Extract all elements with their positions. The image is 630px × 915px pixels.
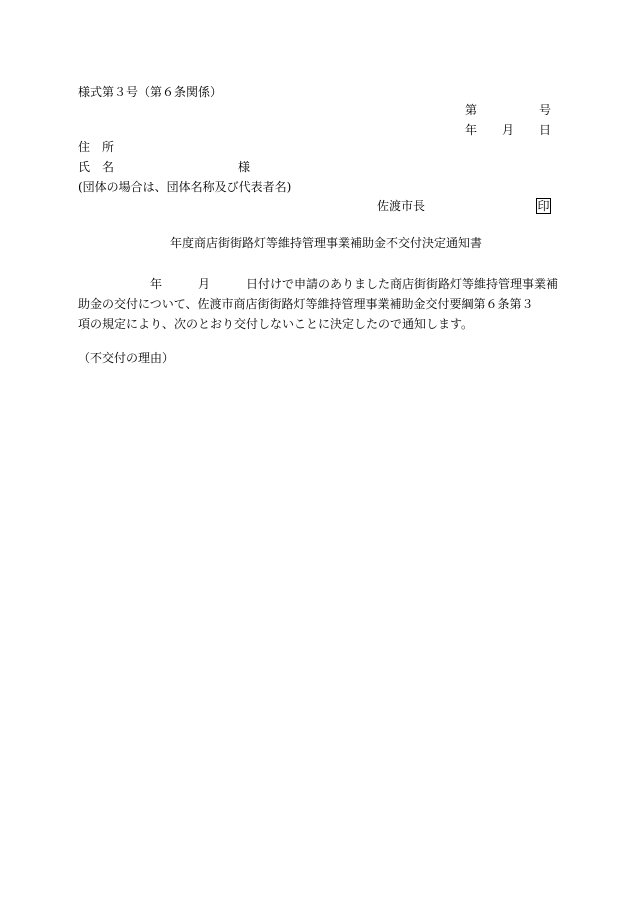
document-number-suffix: 号 bbox=[539, 103, 552, 117]
date-month-label: 月 bbox=[502, 123, 515, 137]
group-note: (団体の場合は、団体名称及び代表者名) bbox=[78, 180, 292, 194]
date-year-label: 年 bbox=[465, 123, 478, 137]
body-text bbox=[78, 274, 559, 334]
document-title: 年度商店街街路灯等維持管理事業補助金不交付決定通知書 bbox=[170, 236, 483, 250]
date-day-label: 日 bbox=[539, 123, 552, 137]
body-line-2: 助金の交付について、佐渡市商店街街路灯等維持管理事業補助金交付要綱第６条第３ bbox=[78, 297, 534, 311]
address-label: 住 所 bbox=[78, 140, 115, 154]
name-label: 氏 名 bbox=[78, 160, 115, 174]
reason-label: （不交付の理由） bbox=[78, 351, 175, 365]
body-line-3: 項の規定により、次のとおり交付しないことに決定したので通知します。 bbox=[78, 317, 474, 331]
document-number-prefix: 第 bbox=[465, 103, 478, 117]
form-number: 様式第３号（第６条関係） bbox=[78, 85, 223, 99]
body-line-1: 年 月 日付けで申請のありました商店街街路灯等維持管理事業補 bbox=[78, 277, 559, 291]
sender-title: 佐渡市長 bbox=[377, 199, 426, 213]
honorific: 様 bbox=[238, 160, 251, 174]
seal-mark: 印 bbox=[537, 199, 550, 213]
